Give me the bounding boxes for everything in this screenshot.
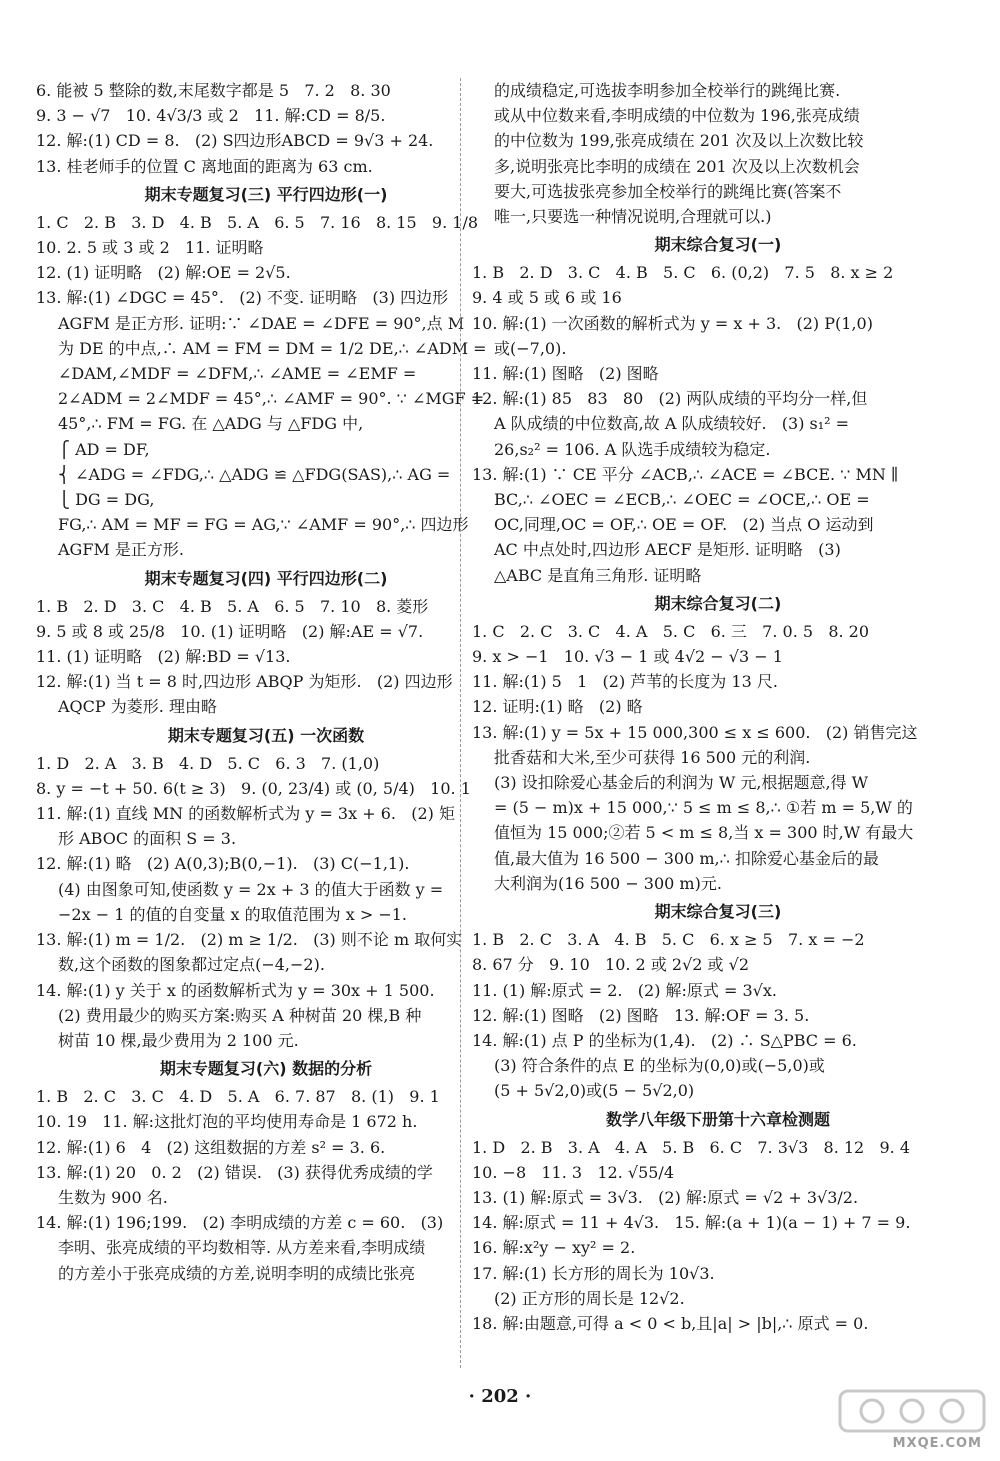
right-section-heading: 数学八年级下册第十六章检测题 [605,1109,830,1129]
right-answer-line: 要大,可选拔张亮参加全校举行的跳绳比赛(答案不 [494,181,842,201]
left-answer-line: 14. 解:(1) 196;199. (2) 李明成绩的方差 c = 60. (3) [36,1213,444,1233]
right-answer-line: 26,s₂² = 106. A 队选手成绩较为稳定. [494,439,771,459]
right-answer-line: 17. 解:(1) 长方形的周长为 10√3. [472,1263,715,1283]
right-section-heading: 期末综合复习(三) [654,902,782,922]
left-answer-line: ⎧ AD = DF, [58,439,150,459]
left-answer-line: 12. 解:(1) 6 4 (2) 这组数据的方差 s² = 3. 6. [36,1137,386,1157]
left-answer-line: 11. 解:(1) 直线 MN 的函数解析式为 y = 3x + 6. (2) 矩 [36,804,455,824]
left-section-heading: 期末专题复习(五) 一次函数 [167,725,365,745]
left-answer-line: FG,∴ AM = MF = FG = AG,∵ ∠AMF = 90°,∴ 四边形 [58,515,469,535]
right-section-heading: 期末综合复习(一) [654,235,782,255]
left-answer-line: 李明、张亮成绩的平均数相等. 从方差来看,李明成绩 [58,1238,426,1258]
right-answer-line: 13. 解:(1) ∵ CE 平分 ∠ACB,∴ ∠ACE = ∠BCE. ∵ MN ∥ [472,464,899,484]
right-column [472,78,964,1336]
right-answer-line: 10. −8 11. 3 12. √55/4 [472,1162,674,1182]
right-answer-line: 11. 解:(1) 图略 (2) 图略 [472,364,659,384]
left-section-heading: 期末专题复习(三) 平行四边形(一) [144,184,388,204]
left-answer-line: 13. 解:(1) m = 1/2. (2) m ≥ 1/2. (3) 则不论 m 取何实 [36,930,463,950]
right-answer-line: 12. 证明:(1) 略 (2) 略 [472,697,643,717]
right-answer-line: 12. 解:(1) 85 83 80 (2) 两队成绩的平均分一样,但 [472,389,868,409]
right-answer-line: 批香菇和大米,至少可获得 16 500 元的利润. [494,747,811,767]
right-answer-line: 1. B 2. D 3. C 4. B 5. C 6. (0,2) 7. 5 8. x ≥ 2 [472,263,894,283]
left-answer-line: 1. D 2. A 3. B 4. D 5. C 6. 3 7. (1,0) [36,753,380,773]
right-answer-line: 11. 解:(1) 5 1 (2) 芦苇的长度为 13 尺. [472,672,778,692]
left-answer-line: 13. 桂老师手的位置 C 离地面的距离为 63 cm. [36,156,373,176]
left-answer-line: 11. (1) 证明略 (2) 解:BD = √13. [36,647,291,667]
left-answer-line: ∠DAM,∠MDF = ∠DFM,∴ ∠AME = ∠EMF = [58,364,417,384]
left-answer-line: 形 ABOC 的面积 S = 3. [58,829,237,849]
left-answer-line: 数,这个函数的图象都过定点(−4,−2). [58,955,325,975]
left-answer-line: AGFM 是正方形. 证明:∵ ∠DAE = ∠DFE = 90°,点 M [58,313,465,333]
right-answer-line: 14. 解:原式 = 11 + 4√3. 15. 解:(a + 1)(a − 1) + 7 = 9. [472,1213,911,1233]
left-answer-line: 12. 解:(1) 当 t = 8 时,四边形 ABQP 为矩形. (2) 四边形 [36,672,453,692]
right-answer-line: 8. 67 分 9. 10 10. 2 或 2√2 或 √2 [472,955,750,975]
left-section-heading: 期末专题复习(四) 平行四边形(二) [144,568,388,588]
right-answer-line: OC,同理,OC = OF,∴ OE = OF. (2) 当点 O 运动到 [494,515,874,535]
right-answer-line: 1. C 2. C 3. C 4. A 5. C 6. 三 7. 0. 5 8. 20 [472,621,870,641]
right-answer-line: 9. x > −1 10. √3 − 1 或 4√2 − √3 − 1 [472,647,783,667]
left-answer-line: 14. 解:(1) y 关于 x 的函数解析式为 y = 30x + 1 500. [36,980,435,1000]
left-answer-line: 6. 能被 5 整除的数,末尾数字都是 5 7. 2 8. 30 [36,81,391,100]
left-answer-line: 13. 解:(1) 20 0. 2 (2) 错误. (3) 获得优秀成绩的学 [36,1162,433,1182]
right-answer-line: 或(−7,0). [494,338,567,358]
left-answer-line: 1. B 2. D 3. C 4. B 5. A 6. 5 7. 10 8. 菱形 [36,596,429,616]
left-section-heading: 期末专题复习(六) 数据的分析 [159,1059,373,1079]
right-answer-line: 16. 解:x²y − xy² = 2. [472,1238,636,1258]
right-answer-line: 9. 4 或 5 或 6 或 16 [472,288,622,308]
right-answer-line: 1. B 2. C 3. A 4. B 5. C 6. x ≥ 5 7. x = −2 [472,930,865,950]
left-answer-line: 12. (1) 证明略 (2) 解:OE = 2√5. [36,263,291,283]
right-answer-line: (3) 设扣除爱心基金后的利润为 W 元,根据题意,得 W [494,773,869,793]
right-answer-line: 值,最大值为 16 500 − 300 m,∴ 扣除爱心基金后的最 [494,848,879,868]
left-answer-line: 45°,∴ FM = FG. 在 △ADG 与 △FDG 中, [58,414,364,434]
left-answer-line: −2x − 1 的值的自变量 x 的取值范围为 x > −1. [58,904,408,924]
left-answer-line: AQCP 为菱形. 理由略 [58,697,217,717]
right-answer-line: △ABC 是直角三角形. 证明略 [494,565,702,585]
left-answer-line: 9. 3 − √7 10. 4√3/3 或 2 11. 解:CD = 8/5. [36,106,386,126]
left-answer-line: 8. y = −t + 50. 6(t ≥ 3) 9. (0, 23/4) 或 (0, 5/4) 10. 1 [36,778,471,798]
right-answer-line: (5 + 5√2,0)或(5 − 5√2,0) [494,1081,695,1101]
right-answer-line: 值恒为 15 000;②若 5 < m ≤ 8,当 x = 300 时,W 有最大 [494,823,914,843]
right-answer-line: (3) 符合条件的点 E 的坐标为(0,0)或(−5,0)或 [494,1056,825,1076]
left-answer-line: 1. B 2. C 3. C 4. D 5. A 6. 7. 87 8. (1) 9. 1 [36,1087,440,1107]
left-answer-line: 2∠ADM = 2∠MDF = 45°,∴ ∠AMF = 90°. ∵ ∠MGF = [58,389,485,409]
left-answer-line: 为 DE 的中点,∴ AM = FM = DM = 1/2 DE,∴ ∠ADM = [58,338,487,358]
left-answer-line: 12. 解:(1) CD = 8. (2) S四边形ABCD = 9√3 + 24. [36,131,434,151]
watermark-text: MXQE.COM [892,1436,982,1451]
left-answer-line: 9. 5 或 8 或 25/8 10. (1) 证明略 (2) 解:AE = √7. [36,621,424,641]
left-column [36,78,496,1286]
right-answer-line: 13. 解:(1) y = 5x + 15 000,300 ≤ x ≤ 600. (2) 销售完这 [472,722,918,742]
page-number: · 202 · [468,1386,532,1407]
left-answer-line: 10. 2. 5 或 3 或 2 11. 证明略 [36,238,264,258]
left-answer-line: 1. C 2. B 3. D 4. B 5. A 6. 5 7. 16 8. 15 9. 1/8 [36,212,479,232]
left-answer-line: (4) 由图象可知,使函数 y = 2x + 3 的值大于函数 y = [58,879,444,899]
right-answer-line: (2) 正方形的周长是 12√2. [494,1288,685,1308]
right-answer-line: 10. 解:(1) 一次函数的解析式为 y = x + 3. (2) P(1,0) [472,313,873,333]
left-answer-line: 生数为 900 名. [58,1187,168,1207]
left-answer-line: AGFM 是正方形. [58,540,184,560]
left-answer-line: 树苗 10 棵,最少费用为 2 100 元. [58,1030,299,1050]
right-answer-line: 大利润为(16 500 − 300 m)元. [494,873,722,893]
right-answer-line: 多,说明张亮比李明的成绩在 201 次及以上次数机会 [494,156,860,176]
left-answer-line: 的方差小于张亮成绩的方差,说明李明的成绩比张亮 [58,1263,416,1283]
left-answer-line: 10. 19 11. 解:这批灯泡的平均使用寿命是 1 672 h. [36,1112,418,1132]
right-section-heading: 期末综合复习(二) [654,593,782,613]
left-answer-line: 12. 解:(1) 略 (2) A(0,3);B(0,−1). (3) C(−1,1). [36,854,410,874]
column-divider [460,78,461,1368]
left-answer-line: ⎩ DG = DG, [58,490,155,510]
right-answer-line: BC,∴ ∠OEC = ∠ECB,∴ ∠OEC = ∠OCE,∴ OE = [494,490,870,510]
right-answer-line: = (5 − m)x + 15 000,∵ 5 ≤ m ≤ 8,∴ ①若 m = 5,W 的 [494,798,913,818]
left-answer-line: ⎨ ∠ADG = ∠FDG,∴ △ADG ≌ △FDG(SAS),∴ AG = [58,464,451,484]
right-answer-line: 12. 解:(1) 图略 (2) 图略 13. 解:OF = 3. 5. [472,1005,810,1025]
right-answer-line: 14. 解:(1) 点 P 的坐标为(1,4). (2) ∴ S△PBC = 6. [472,1030,857,1050]
right-answer-line: A 队成绩的中位数高,故 A 队成绩较好. (3) s₁² = [494,414,850,434]
left-answer-line: (2) 费用最少的购买方案:购买 A 种树苗 20 棵,B 种 [58,1005,422,1025]
right-answer-line: 的中位数为 199,张亮成绩在 201 次及以上次数比较 [494,131,864,151]
right-answer-line: 11. (1) 解:原式 = 2. (2) 解:原式 = 3√x. [472,980,777,1000]
right-answer-line: 1. D 2. B 3. A 4. A 5. B 6. C 7. 3√3 8. 12 9. 4 [472,1137,911,1157]
left-answer-line: 13. 解:(1) ∠DGC = 45°. (2) 不变. 证明略 (3) 四边形 [36,288,449,308]
right-answer-line: 18. 解:由题意,可得 a < 0 < b,且|a| > |b|,∴ 原式 = 0. [472,1313,869,1333]
right-answer-line: 13. (1) 解:原式 = 3√3. (2) 解:原式 = √2 + 3√3/2. [472,1187,859,1207]
right-answer-line: AC 中点处时,四边形 AECF 是矩形. 证明略 (3) [494,540,841,560]
right-answer-line: 的成绩稳定,可选拔李明参加全校举行的跳绳比赛. [494,81,841,100]
right-answer-line: 或从中位数来看,李明成绩的中位数为 196,张亮成绩 [494,106,860,126]
right-answer-line: 唯一,只要选一种情况说明,合理就可以.) [494,207,772,227]
